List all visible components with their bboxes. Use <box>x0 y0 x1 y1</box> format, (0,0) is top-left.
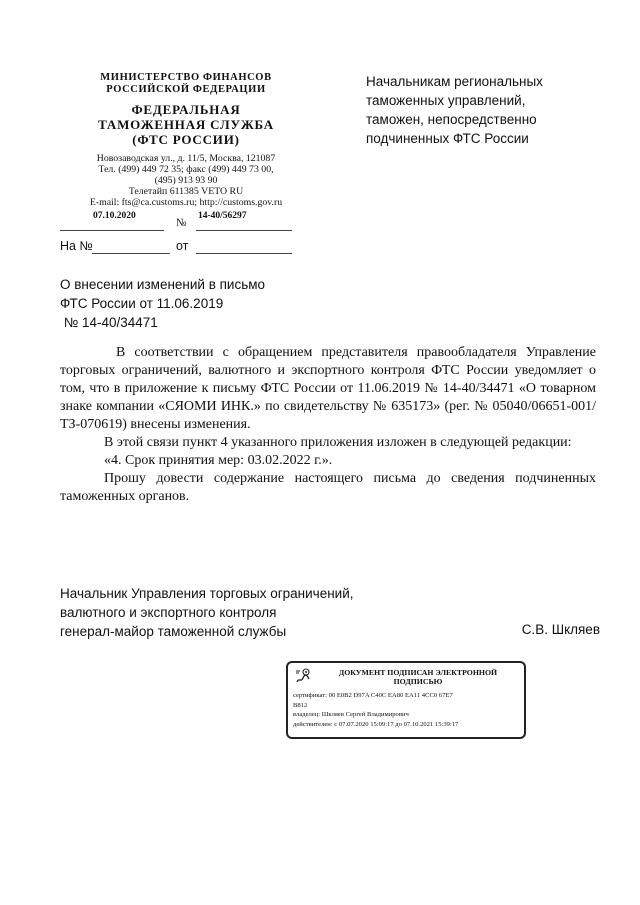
stamp-details <box>293 691 519 729</box>
subject <box>60 275 265 332</box>
date-underline <box>60 230 164 231</box>
signer-title-line2: валютного и экспортного контроля <box>60 605 277 620</box>
stamp-title-line1: ДОКУМЕНТ ПОДПИСАН ЭЛЕКТРОННОЙ <box>338 668 498 677</box>
electronic-signature-stamp <box>286 661 526 739</box>
stamp-validity: действителен: с 07.07.2020 15:09:17 до 07.10.2021 15:39:17 <box>293 720 459 728</box>
signer-title-line1: Начальник Управления торговых ограничений, <box>60 586 354 601</box>
stamp-title-line2: ПОДПИСЬЮ <box>393 677 443 686</box>
signer-title-line3: генерал-майор таможенной службы <box>60 624 287 639</box>
signature-certificate-icon <box>293 667 313 687</box>
reference-number-label: На № <box>60 239 93 253</box>
teletype: Телетайп 611385 VETO RU <box>128 186 244 197</box>
ministry-name-line2: РОССИЙСКОЙ ФЕДЕРАЦИИ <box>106 84 266 95</box>
reference-date-label: от <box>176 239 189 253</box>
stamp-certificate-continued: B812 <box>293 701 308 709</box>
registration-number: 14-40/56297 <box>198 211 247 221</box>
number-underline <box>196 230 292 231</box>
reference-date-underline <box>196 253 292 254</box>
subject-line1: О внесении изменений в письмо <box>60 277 266 292</box>
registration-date: 07.10.2020 <box>93 211 136 221</box>
letter-body <box>60 344 596 506</box>
letterhead <box>60 72 312 208</box>
subject-line3: № 14-40/34471 <box>60 315 158 330</box>
addressee-line2: таможенных управлений, <box>366 93 526 108</box>
addressee <box>366 72 596 148</box>
service-name-line2: ТАМОЖЕННАЯ СЛУЖБА <box>98 117 274 132</box>
signer-name: С.В. Шкляев <box>521 622 600 637</box>
email-web: E-mail: fts@ca.customs.ru; http://customs.gov.ru <box>89 197 283 208</box>
phone-fax-line2: (495) 913 93 90 <box>154 175 218 186</box>
service-name-line3: (ФТС РОССИИ) <box>132 132 240 147</box>
service-name-line1: ФЕДЕРАЛЬНАЯ <box>131 102 241 117</box>
addressee-line3: таможен, непосредственно <box>366 112 537 127</box>
body-paragraph-4: Прошу довести содержание настоящего письма до сведения подчиненных таможенных органов. <box>60 471 596 504</box>
addressee-line4: подчиненных ФТС России <box>366 131 529 146</box>
subject-line2: ФТС России от 11.06.2019 <box>60 296 224 311</box>
addressee-line1: Начальникам региональных <box>366 74 543 89</box>
postal-address: Новозаводская ул., д. 11/5, Москва, 121087 <box>96 153 276 164</box>
reference-number-underline <box>92 253 170 254</box>
stamp-owner: владелец: Шкляев Сергей Владимирович <box>293 711 409 718</box>
ministry-name-line1: МИНИСТЕРСТВО ФИНАНСОВ <box>100 72 272 83</box>
stamp-title <box>318 668 518 686</box>
signer-title <box>60 584 354 641</box>
registration-number-sign: № <box>176 217 187 229</box>
body-paragraph-1: В соответствии с обращением представителя правообладателя Управление торговых ограничений, валютного и экспортного контроля ФТС России уведомляет о том, что в приложение к письму ФТС России от 11.06.2019 № 14-40/34471 «О товарном знаке компании «СЯОМИ ИНК.» по свидетельству № 635173» (рег. № 05040/06651-001/ТЗ-070619) внесены изменения. <box>60 345 596 432</box>
body-paragraph-3: «4. Срок принятия мер: 03.02.2022 г.». <box>104 453 333 468</box>
stamp-certificate: сертификат: 00 E0B2 D97A C40C EA80 EA11 4CC0 67E7 <box>293 692 453 699</box>
phone-fax-line1: Тел. (499) 449 72 35; факс (499) 449 73 00, <box>98 164 274 175</box>
body-paragraph-2: В этой связи пункт 4 указанного приложения изложен в следующей редакции: <box>104 435 572 450</box>
